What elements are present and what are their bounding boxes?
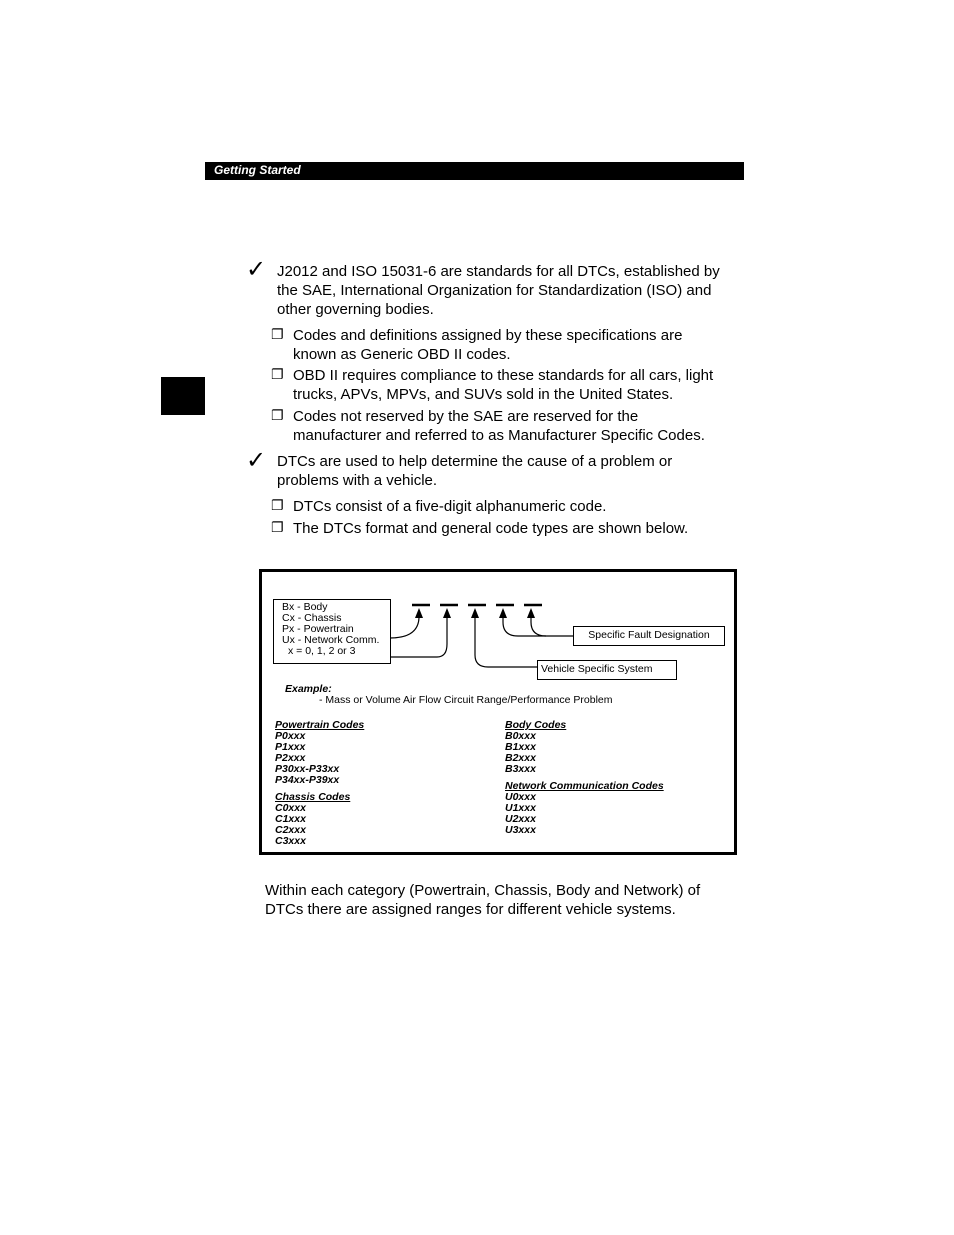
code-type-legend [273, 599, 391, 664]
box-bullet-icon: ❐ [271, 327, 284, 343]
code-item: C3xxx [275, 835, 306, 847]
sub-bullet [293, 407, 705, 445]
text-line: DTCs there are assigned ranges for different vehicle systems. [265, 901, 676, 918]
code-item: U0xxx [505, 791, 536, 803]
bullet-paragraph [277, 262, 720, 319]
text-line: DTCs are used to help determine the cause of a problem or [277, 453, 673, 470]
powertrain-title: Powertrain Codes [275, 719, 365, 731]
chassis-title: Chassis Codes [275, 791, 351, 803]
check-icon: ✓ [246, 255, 267, 283]
text-line: Within each category (Powertrain, Chassis, Body and Network) of [265, 882, 701, 899]
specific-fault-box [573, 626, 725, 646]
check-icon: ✓ [246, 446, 267, 474]
sub-bullet [293, 326, 682, 364]
text-line: Codes and definitions assigned by these specifications are [293, 327, 683, 344]
text-line: The DTCs format and general code types are shown below. [293, 520, 689, 537]
box-bullet-icon: ❐ [271, 520, 284, 536]
text-line: trucks, APVs, MPVs, and SUVs sold in the United States. [293, 386, 674, 403]
text-line: OBD II requires compliance to these standards for all cars, light [293, 367, 714, 384]
legend-item: Cx - Chassis [282, 612, 342, 624]
code-item: C0xxx [275, 802, 306, 814]
sub-bullet [293, 519, 688, 538]
text-line: problems with a vehicle. [277, 472, 438, 489]
sub-bullet [293, 497, 606, 516]
vehicle-system-label: Vehicle Specific System [541, 663, 653, 675]
network-codes [505, 781, 664, 836]
box-bullet-icon: ❐ [271, 367, 284, 383]
chapter-tab-marker [161, 377, 205, 415]
legend-item: Px - Powertrain [282, 623, 354, 635]
code-item: P30xx-P33xx [275, 763, 340, 775]
network-title: Network Communication Codes [505, 780, 664, 792]
code-item: B3xxx [505, 763, 536, 775]
code-item: U2xxx [505, 813, 536, 825]
code-item: C1xxx [275, 813, 306, 825]
closing-paragraph [265, 881, 700, 919]
code-item: P34xx-P39xx [275, 774, 340, 786]
body-title: Body Codes [505, 719, 567, 731]
text-line: J2012 and ISO 15031-6 are standards for all DTCs, established by [277, 263, 720, 280]
code-item: C2xxx [275, 824, 306, 836]
code-item: B1xxx [505, 741, 536, 753]
code-item: P1xxx [275, 741, 306, 753]
section-header-bar [205, 162, 744, 180]
example-label: Example: [285, 683, 332, 695]
code-item: P2xxx [275, 752, 306, 764]
vehicle-system-box [537, 660, 677, 680]
text-line: known as Generic OBD II codes. [293, 346, 511, 363]
text-line: manufacturer and referred to as Manufacturer Specific Codes. [293, 427, 705, 444]
text-line: the SAE, International Organization for Standardization (ISO) and [277, 282, 712, 299]
body-codes [505, 720, 566, 775]
example-text: - Mass or Volume Air Flow Circuit Range/Performance Problem [319, 694, 613, 706]
code-item: P0xxx [275, 730, 306, 742]
code-item: U1xxx [505, 802, 536, 814]
sub-bullet [293, 366, 713, 404]
legend-item: Bx - Body [282, 601, 328, 613]
legend-item: x = 0, 1, 2 or 3 [288, 645, 356, 657]
box-bullet-icon: ❐ [271, 408, 284, 424]
dtc-format-diagram [259, 569, 737, 855]
box-bullet-icon: ❐ [271, 498, 284, 514]
text-line: Codes not reserved by the SAE are reserved for the [293, 408, 639, 425]
bullet-paragraph [277, 452, 672, 490]
text-line: DTCs consist of a five-digit alphanumeric code. [293, 498, 607, 515]
code-item: B0xxx [505, 730, 536, 742]
specific-fault-label: Specific Fault Designation [588, 629, 710, 641]
code-item: U3xxx [505, 824, 536, 836]
text-line: other governing bodies. [277, 301, 434, 318]
section-title: Getting Started [214, 163, 301, 177]
code-item: B2xxx [505, 752, 536, 764]
legend-item: Ux - Network Comm. [282, 634, 380, 646]
chassis-codes [275, 792, 350, 847]
powertrain-codes [275, 720, 364, 786]
